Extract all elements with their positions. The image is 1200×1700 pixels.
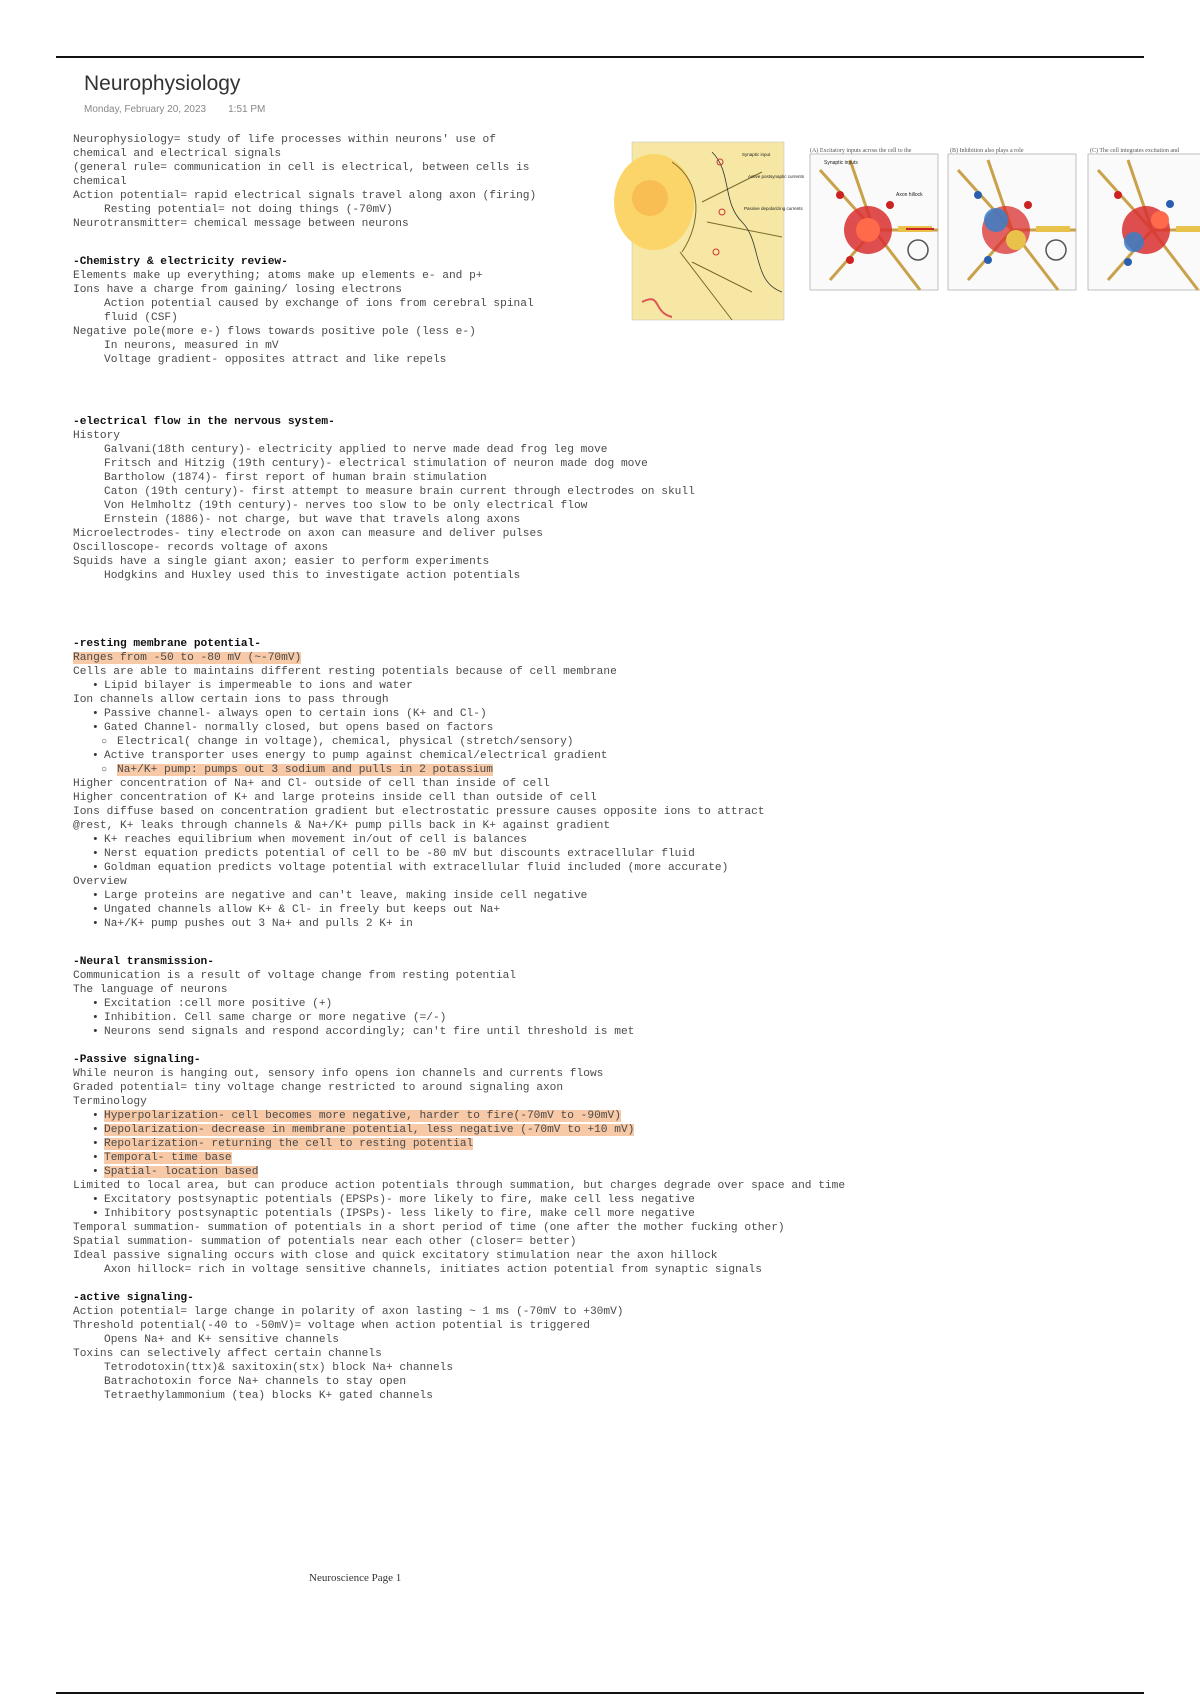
panel-a-caption: (A) Excitatory inputs across the cell to the: [810, 148, 912, 154]
note-text: Batrachotoxin force Na+ channels to stay open: [104, 1376, 407, 1388]
note-line: [73, 1081, 1073, 1095]
note-text: Neurophysiology= study of life processes within neurons' use of: [73, 134, 496, 146]
note-text: Overview: [73, 876, 127, 888]
note-line: [73, 777, 1073, 791]
highlighted-text: Ranges from -50 to -80 mV (~-70mV): [73, 652, 302, 664]
note-text: Threshold potential(-40 to -50mV)= voltage when action potential is triggered: [73, 1320, 590, 1332]
bullet-item: [73, 1109, 1073, 1123]
note-line: [73, 1361, 1073, 1375]
bullet-item: [73, 1137, 1073, 1151]
note-line: [73, 513, 1073, 527]
note-text: Microelectrodes- tiny electrode on axon can measure and deliver pulses: [73, 528, 543, 540]
note-text: Neurons send signals and respond accordingly; can't fire until threshold is met: [104, 1026, 635, 1038]
bullet-item: [73, 1123, 1073, 1137]
note-text: Gated Channel- normally closed, but opens based on factors: [104, 722, 494, 734]
note-line: [73, 1305, 1073, 1319]
note-text: Action potential= rapid electrical signals travel along axon (firing): [73, 190, 537, 202]
note-line: [73, 819, 1073, 833]
bullet-item: [73, 903, 1073, 917]
panel-c-caption: (C) The cell integrates excitation and: [1090, 148, 1180, 154]
note-line: [73, 1221, 1073, 1235]
sub-bullet-item: [73, 763, 1073, 777]
note-line: [73, 471, 1073, 485]
note-text: Bartholow (1874)- first report of human brain stimulation: [104, 472, 487, 484]
note-line: [73, 693, 1073, 707]
bullet-item: [73, 917, 1073, 931]
note-text: Ions have a charge from gaining/ losing electrons: [73, 284, 402, 296]
note-text: Terminology: [73, 1096, 147, 1108]
highlighted-text: Hyperpolarization- cell becomes more negative, harder to fire(-70mV to -90mV): [104, 1110, 621, 1122]
note-text: Caton (19th century)- first attempt to measure brain current through electrodes on skull: [104, 486, 695, 498]
note-line: [73, 443, 1073, 457]
spacer: [73, 367, 1073, 415]
note-text: Communication is a result of voltage change from resting potential: [73, 970, 517, 982]
section-heading: [73, 955, 1073, 969]
note-line: [73, 1375, 1073, 1389]
note-text: Action potential caused by exchange of ions from cerebral spinal: [104, 298, 534, 310]
bullet-item: [73, 847, 1073, 861]
sub-bullet-item: [73, 735, 1073, 749]
note-text: Nerst equation predicts potential of cell to be -80 mV but discounts extracellular fluid: [104, 848, 695, 860]
note-line: [73, 1333, 1073, 1347]
highlighted-text: Repolarization- returning the cell to resting potential: [104, 1138, 474, 1150]
note-line: [73, 969, 1073, 983]
note-text: Tetrodotoxin(ttx)& saxitoxin(stx) block Na+ channels: [104, 1362, 454, 1374]
note-line: [73, 983, 1073, 997]
note-line: [73, 1179, 1073, 1193]
note-line: [73, 569, 1073, 583]
note-line: [73, 429, 1073, 443]
spacer: [73, 1277, 1073, 1291]
note-text: Temporal summation- summation of potentials in a short period of time (one after the mother fucking other): [73, 1222, 785, 1234]
note-text: Elements make up everything; atoms make up elements e- and p+: [73, 270, 483, 282]
note-text: Resting potential= not doing things (-70mV): [104, 204, 393, 216]
note-text: Von Helmholtz (19th century)- nerves too slow to be only electrical flow: [104, 500, 588, 512]
note-line: [73, 1263, 1073, 1277]
note-line: [73, 1067, 1073, 1081]
excitatory-panel-figure: [810, 150, 938, 296]
bullet-item: [73, 1193, 1073, 1207]
note-line: [73, 1319, 1073, 1333]
note-text: History: [73, 430, 120, 442]
note-line: [73, 555, 1073, 569]
note-text: Higher concentration of K+ and large proteins inside cell than outside of cell: [73, 792, 597, 804]
note-text: -Neural transmission-: [73, 956, 214, 968]
note-text: -resting membrane potential-: [73, 638, 261, 650]
note-text: Oscilloscope- records voltage of axons: [73, 542, 329, 554]
panel-a-synaptic-label: Synaptic inputs: [824, 160, 858, 166]
note-line: [73, 311, 1073, 325]
note-text: fluid (CSF): [104, 312, 178, 324]
page-date: Monday, February 20, 2023: [84, 104, 207, 115]
note-line: [73, 325, 1073, 339]
note-text: Action potential= large change in polarity of axon lasting ~ 1 ms (-70mV to +30mV): [73, 1306, 624, 1318]
integration-panel-figure: [1088, 150, 1200, 296]
note-text: Electrical( change in voltage), chemical, physical (stretch/sensory): [117, 736, 574, 748]
highlighted-text: Spatial- location based: [104, 1166, 259, 1178]
note-text: Axon hillock= rich in voltage sensitive channels, initiates action potential from synaptic signals: [104, 1264, 762, 1276]
bullet-item: [73, 721, 1073, 735]
note-text: -Chemistry & electricity review-: [73, 256, 288, 268]
note-text: Limited to local area, but can produce action potentials through summation, but charges degrade over space and time: [73, 1180, 846, 1192]
neuron-figure: [632, 142, 805, 320]
note-line: [73, 1235, 1073, 1249]
page-footer: Neuroscience Page 1: [309, 1572, 402, 1584]
inhibition-panel-figure: [948, 150, 1076, 296]
note-line: [73, 1389, 1073, 1403]
bullet-item: [73, 679, 1073, 693]
note-text: Excitatory postsynaptic potentials (EPSPs)- more likely to fire, make cell less negative: [104, 1194, 695, 1206]
note-text: While neuron is hanging out, sensory info opens ion channels and currents flows: [73, 1068, 604, 1080]
bullet-item: [73, 861, 1073, 875]
note-text: Squids have a single giant axon; easier to perform experiments: [73, 556, 490, 568]
panel-b-caption: (B) Inhibition also plays a role: [950, 148, 1024, 154]
note-text: Fritsch and Hitzig (19th century)- electrical stimulation of neuron made dog move: [104, 458, 648, 470]
note-line: [73, 805, 1073, 819]
note-text: Negative pole(more e-) flows towards positive pole (less e-): [73, 326, 476, 338]
note-text: -electrical flow in the nervous system-: [73, 416, 335, 428]
note-text: chemical: [73, 176, 127, 188]
note-text: Graded potential= tiny voltage change restricted to around signaling axon: [73, 1082, 564, 1094]
note-text: Na+/K+ pump pushes out 3 Na+ and pulls 2 K+ in: [104, 918, 413, 930]
note-text: Ions diffuse based on concentration gradient but electrostatic pressure causes opposite ions to attract: [73, 806, 765, 818]
section-heading: [73, 415, 1073, 429]
note-line: [73, 651, 1073, 665]
bullet-item: [73, 1151, 1073, 1165]
note-line: [73, 499, 1073, 513]
spacer: [73, 1039, 1073, 1053]
note-text: K+ reaches equilibrium when movement in/out of cell is balances: [104, 834, 527, 846]
spacer: [73, 931, 1073, 955]
note-text: Ion channels allow certain ions to pass through: [73, 694, 389, 706]
note-line: [73, 875, 1073, 889]
note-text: Spatial summation- summation of potentials near each other (closer= better): [73, 1236, 577, 1248]
bullet-item: [73, 749, 1073, 763]
note-text: Voltage gradient- opposites attract and like repels: [104, 354, 447, 366]
highlighted-text: Na+/K+ pump: pumps out 3 sodium and pulls in 2 potassium: [117, 764, 493, 776]
bullet-item: [73, 1011, 1073, 1025]
note-text: -Passive signaling-: [73, 1054, 201, 1066]
note-text: Opens Na+ and K+ sensitive channels: [104, 1334, 339, 1346]
note-text: (general rule= communication in cell is electrical, between cells is: [73, 162, 530, 174]
note-line: [73, 527, 1073, 541]
note-text: Tetraethylammonium (tea) blocks K+ gated channels: [104, 1390, 433, 1402]
note-text: In neurons, measured in mV: [104, 340, 279, 352]
figure-label-synaptic-input: Synaptic input: [742, 152, 771, 157]
note-text: Toxins can selectively affect certain channels: [73, 1348, 382, 1360]
spacer: [73, 583, 1073, 637]
bullet-item: [73, 1025, 1073, 1039]
figure-label-active-currents: Active postsynaptic currents: [748, 174, 805, 179]
bullet-item: [73, 1165, 1073, 1179]
note-text: Cells are able to maintains different resting potentials because of cell membrane: [73, 666, 617, 678]
note-text: The language of neurons: [73, 984, 228, 996]
bullet-item: [73, 833, 1073, 847]
note-line: [73, 665, 1073, 679]
note-line: [73, 339, 1073, 353]
note-line: [73, 297, 1073, 311]
note-line: [73, 541, 1073, 555]
note-line: [73, 485, 1073, 499]
note-text: Ernstein (1886)- not charge, but wave that travels along axons: [104, 514, 521, 526]
bullet-item: [73, 1207, 1073, 1221]
note-text: Active transporter uses energy to pump against chemical/electrical gradient: [104, 750, 608, 762]
note-line: [73, 353, 1073, 367]
section-heading: [73, 1053, 1073, 1067]
note-line: [73, 457, 1073, 471]
note-line: [73, 1249, 1073, 1263]
note-text: Galvani(18th century)- electricity applied to nerve made dead frog leg move: [104, 444, 608, 456]
note-text: Lipid bilayer is impermeable to ions and water: [104, 680, 413, 692]
note-text: Inhibition. Cell same charge or more negative (=/-): [104, 1012, 447, 1024]
note-text: Higher concentration of Na+ and Cl- outside of cell than inside of cell: [73, 778, 550, 790]
figure-label-passive-currents: Passive depolarizing currents: [744, 206, 803, 211]
note-text: Ungated channels allow K+ & Cl- in freely but keeps out Na+: [104, 904, 501, 916]
top-rule: [56, 56, 1144, 58]
note-text: chemical and electrical signals: [73, 148, 282, 160]
bullet-item: [73, 707, 1073, 721]
note-text: Inhibitory postsynaptic potentials (IPSPs)- less likely to fire, make cell more negative: [104, 1208, 695, 1220]
notes-body: [73, 133, 1073, 1403]
page-time: 1:51 PM: [228, 104, 266, 115]
note-text: Ideal passive signaling occurs with close and quick excitatory stimulation near the axon hillock: [73, 1250, 718, 1262]
bottom-rule: [56, 1692, 1144, 1694]
note-text: Excitation :cell more positive (+): [104, 998, 333, 1010]
bullet-item: [73, 997, 1073, 1011]
note-text: Large proteins are negative and can't leave, making inside cell negative: [104, 890, 588, 902]
note-text: Goldman equation predicts voltage potential with extracellular fluid included (more accurate): [104, 862, 729, 874]
page-timestamp: [84, 104, 287, 115]
highlighted-text: Temporal- time base: [104, 1152, 232, 1164]
section-heading: [73, 637, 1073, 651]
highlighted-text: Depolarization- decrease in membrane potential, less negative (-70mV to +10 mV): [104, 1124, 635, 1136]
note-line: [73, 791, 1073, 805]
panel-a-hillock-label: Axon hillock: [896, 192, 923, 198]
section-heading: [73, 1291, 1073, 1305]
note-text: @rest, K+ leaks through channels & Na+/K+ pump pills back in K+ against gradient: [73, 820, 611, 832]
note-line: [73, 1095, 1073, 1109]
note-line: [73, 1347, 1073, 1361]
bullet-item: [73, 889, 1073, 903]
note-text: Passive channel- always open to certain ions (K+ and Cl-): [104, 708, 487, 720]
note-text: Neurotransmitter= chemical message between neurons: [73, 218, 409, 230]
page-title: Neurophysiology: [84, 72, 241, 95]
note-text: Hodgkins and Huxley used this to investigate action potentials: [104, 570, 521, 582]
note-text: -active signaling-: [73, 1292, 194, 1304]
note-line: [73, 133, 1073, 147]
